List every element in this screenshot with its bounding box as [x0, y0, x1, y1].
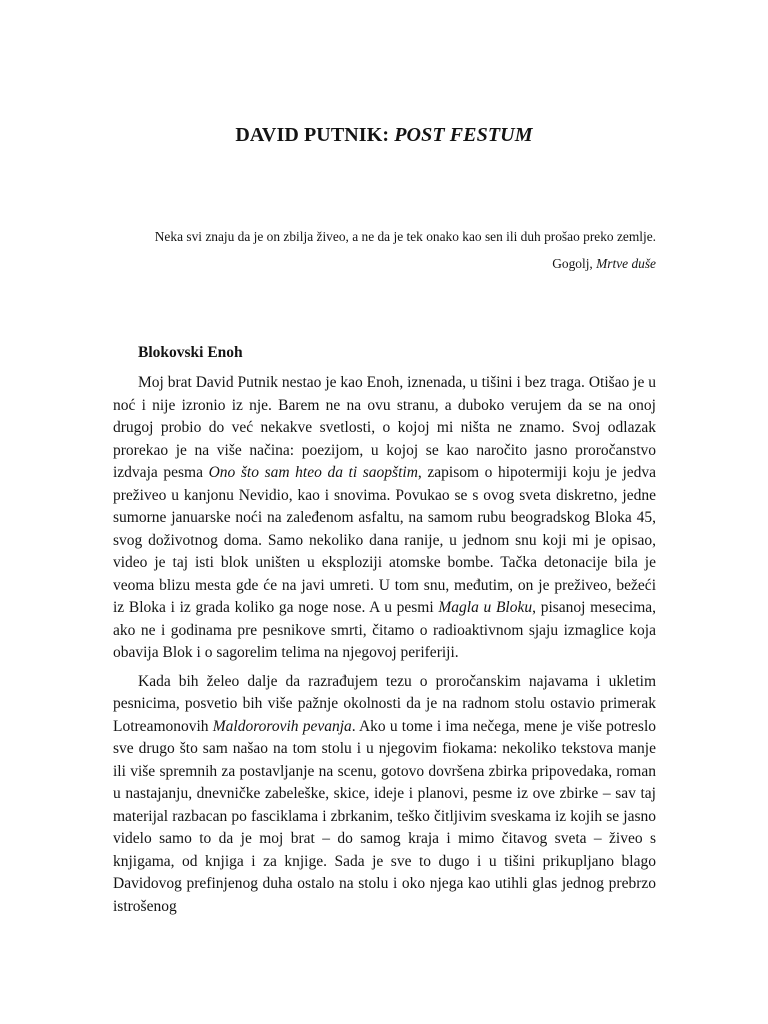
- paragraph-2-text-c: . Ako u tome i ima nečega, mene je više potreslo sve drugo što sam našao na tom stolu i u njegovim fiokama: nekoliko tekstova manje ili više spremnih za postavljanje na scenu, gotovo dovršena zbirka pripovedaka, roman u nastajanju, dnevničke zabeleške, skice, ideje i planovi, pesme iz ove zbirke – sav taj materijal razbacan po fasciklama i zbrkanim, teško čitljivim sveskama iz kojih se jasno videlo samo to da je moj brat – do samog kraja i mimo čitavog sveta – živeo s knjigama, od knjiga i za knjige. Sada je sve to dugo i u tišini prikupljano blago Davidovog prefinjenog duha ostalo na stolu i oko njega kao utihli glas jednog prebrzo istrošenog: [113, 717, 657, 915]
- epigraph-text: Neka svi znaju da je on zbilja živeo, a ne da je tek onako kao sen ili duh prošao preko zemlje.: [154, 229, 656, 244]
- paragraph-1-text-e: , pisanoj mesecima, ako ne i godinama pre pesnikove smrti, čitamo o radioaktivnom sjaju izmaglice koja obavija Blok i o sagorelim telima na njegovoj periferiji.: [113, 599, 657, 661]
- section-heading: Blokovski Enoh: [138, 344, 243, 361]
- epigraph-source: [113, 255, 656, 273]
- epigraph-source-author: Gogolj,: [552, 256, 593, 271]
- paragraph-1: [113, 372, 656, 665]
- epigraph: [113, 228, 656, 273]
- epigraph-source-work: Mrtve duše: [596, 256, 656, 271]
- title-work: POST FESTUM: [394, 124, 533, 146]
- paragraph-1-title-ono-sto: Ono što sam hteo da ti saopštim: [208, 464, 418, 481]
- paragraph-1-text-c: , zapisom o hipotermiji koju je jedva preživeo u kanjonu Nevidio, kao i snovima. Povukao se s ovog sveta diskretno, jedne sumorne januarske noći na zaleđenom asfaltu, na samom rubu beogradskog Bloka 45, svog doživotnog doma. Samo nekoliko dana ranije, u jednom snu koji mi je opisao, video je taj isti blok uništen u eksploziji atomske bombe. Tačka detonacije bila je veoma blizu mesta gde će na javi umreti. U tom snu, međutim, on je preživeo, bežeći iz Bloka i iz grada koliko ga noge nose. A u pesmi: [113, 464, 657, 616]
- paragraph-2-text-a: Kada bih želeo dalje da razrađujem tezu o proročanskim najavama i ukletim pesnicima, posvetio bih više pažnje okolnosti da je na radnom stolu ostavio primerak Lotreamonovih: [113, 672, 656, 735]
- page-title: [0, 123, 768, 147]
- body-text: [113, 372, 656, 924]
- title-author: DAVID PUTNIK:: [235, 124, 390, 146]
- paragraph-1-text-a: Moj brat David Putnik nestao je kao Enoh, iznenada, u tišini i bez traga. Otišao je u noć i nije izronio iz nje. Barem ne na ovu stranu, a duboko verujem da se na onoj drugoj probio do već nekakve svetlosti, o kojoj mi ništa ne znamo. Svoj odlazak prorekao je na više načina: poezijom, u kojoj se kao naročito jasno proročanstvo izdvaja pesma: [113, 374, 656, 481]
- paragraph-2-title-maldoror: Maldororovih pevanja: [212, 717, 352, 735]
- paragraph-1-title-magla: Magla u Bloku: [438, 599, 533, 616]
- paragraph-2: [113, 671, 656, 919]
